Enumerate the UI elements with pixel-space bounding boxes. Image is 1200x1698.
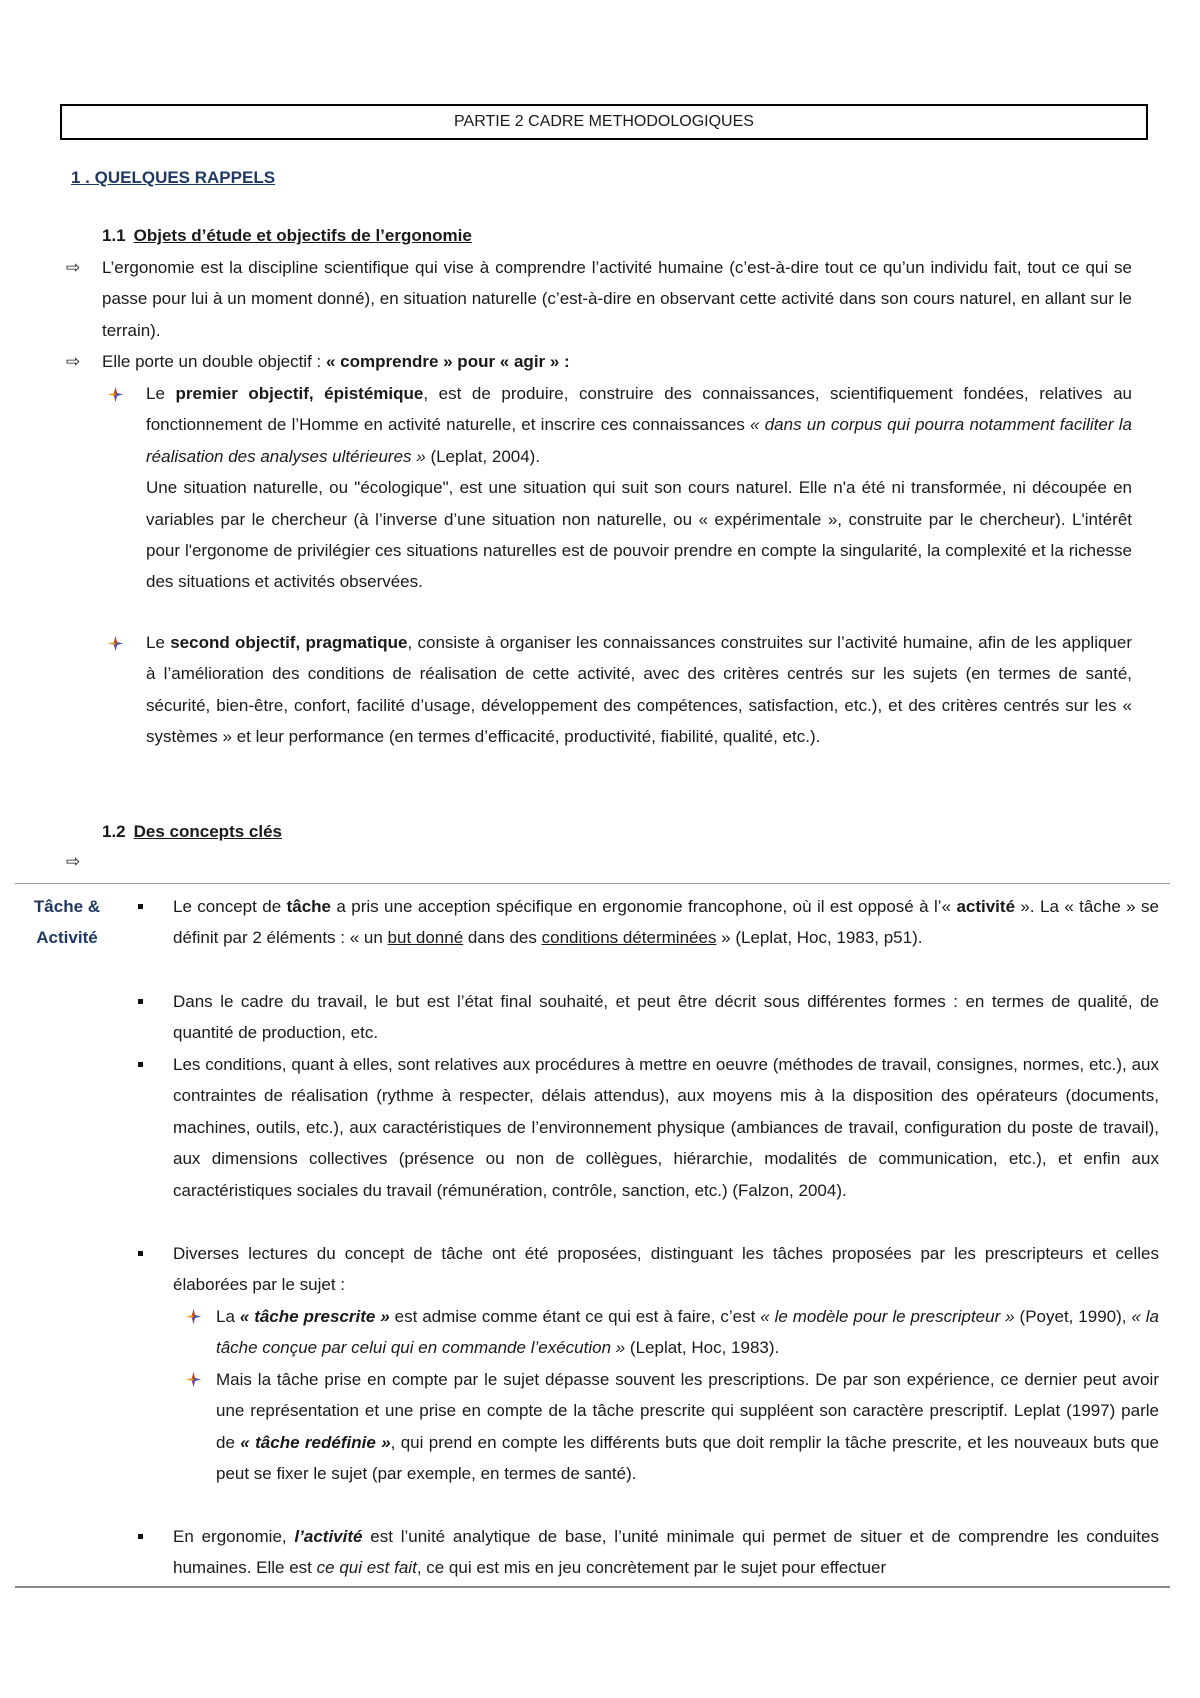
text-run: est admise comme étant ce qui est à faire, c’est <box>389 1307 761 1326</box>
text-run-bold-italic: « tâche redéfinie » <box>240 1432 391 1452</box>
page-title: PARTIE 2 CADRE METHODOLOGIQUES <box>60 104 1148 140</box>
text-run: dans des <box>463 928 542 948</box>
paragraph-double-objectif <box>102 346 1132 377</box>
text-run: , est de produire, construire des connaissances, scientifiquement fondées, relatives au fonctionnement de l’Homme en activité naturelle, et inscrire ces connaissances <box>146 384 1132 435</box>
diamond-bullet-icon <box>108 636 123 651</box>
text-run: est l’unité analytique de base, l’unité minimale qui permet de situer et de comprendre les conduites humaines. Elle est <box>173 1527 1159 1578</box>
diamond-bullet-icon <box>186 1309 201 1324</box>
arrow-bullet-icon: ⇨ <box>66 352 81 371</box>
table-sub-tache-redefinie <box>216 1364 1159 1490</box>
table-bullet-activite <box>173 1521 1159 1584</box>
section-heading-1-2 <box>102 822 282 842</box>
arrow-bullet-icon: ⇨ <box>66 852 81 871</box>
text-run-bold: second objectif, pragmatique <box>170 633 408 652</box>
text-run-bold-italic: l’activité <box>294 1527 363 1546</box>
text-run-italic: « la tâche conçue par celui qui en commande l’exécution » <box>216 1307 1160 1358</box>
text-run: , qui prend en compte les différents buts que doit remplir la tâche prescrite, et les nouveaux buts que peut se fixer le sujet (par exemple, en termes de santé). <box>216 1432 1160 1484</box>
text-run: (Leplat, Hoc, 1983). <box>625 1338 780 1358</box>
text-run: Le <box>146 633 171 652</box>
text-run: En ergonomie, <box>173 1527 295 1546</box>
text-run-bold: tâche <box>286 897 331 916</box>
text-run: Mais la tâche prise en compte par le sujet dépasse souvent les prescriptions. De par son expérience, ce dernier peut avoir une représentation et une prise en compte de la tâche prescrite qui suppléent son caractère prescriptif. Leplat (1997) parle de <box>216 1370 1159 1452</box>
text-run: » (Leplat, Hoc, 1983, p51). <box>716 928 923 948</box>
paragraph-ergonomie: L’ergonomie est la discipline scientifique qui vise à comprendre l’activité humaine (c’est-à-dire tout ce qu’un individu fait, tout ce qui se passe pour lui à un moment donné), en situation naturelle (c’est-à-dire en observant cette activité dans son cours naturel, en allant sur le terrain). <box>102 258 1132 340</box>
table-bullet-lectures: Diverses lectures du concept de tâche ont été proposées, distinguant les tâches proposées par les prescripteurs et celles élaborées par le sujet : <box>173 1244 1159 1295</box>
arrow-bullet-icon: ⇨ <box>66 258 81 277</box>
text-run: , ce qui est mis en jeu concrètement par le sujet pour effectuer <box>416 1558 887 1578</box>
section-heading-1-1 <box>102 226 472 246</box>
row-header-line: Activité <box>36 928 98 947</box>
diamond-bullet-icon <box>108 387 123 402</box>
section-number: 1.1 <box>102 226 126 245</box>
text-run-underline: but donné <box>387 928 464 948</box>
text-run-italic: « dans un corpus qui pourra notamment faciliter la réalisation des analyses ultérieures » <box>146 415 1133 466</box>
section-number: 1.2 <box>102 822 126 841</box>
table-row-header <box>22 891 112 953</box>
text-run-bold: premier objectif, épistémique <box>175 384 424 403</box>
text-run: , consiste à organiser les connaissances construites sur l’activité humaine, afin de les appliquer à l’amélioration des conditions de réalisation de cette activité, avec des critères centrés sur les sujets (en termes de santé, sécurité, bien-être, confort, facilité d’usage, développement des compétences, satisfaction, etc.), et des critères centrés sur les « systèmes » et leur performance (en termes d’efficacité, productivité, fiabilité, qualité, etc.). <box>146 633 1132 747</box>
text-run: Le concept de <box>173 897 287 916</box>
square-bullet-icon <box>138 1251 143 1256</box>
square-bullet-icon <box>138 999 143 1004</box>
objectif-2-paragraph <box>146 627 1132 753</box>
objectif-1-paragraph <box>146 378 1132 598</box>
section-title: Des concepts clés <box>133 822 282 841</box>
text-run-italic: « le modèle pour le prescripteur » <box>760 1307 1015 1326</box>
diamond-bullet-icon <box>186 1372 201 1387</box>
row-header-line: Tâche & <box>33 897 101 916</box>
text-run-bold: « comprendre » pour « agir » : <box>325 352 570 371</box>
text-run: (Poyet, 1990), <box>1014 1307 1132 1326</box>
text-run: La <box>216 1307 240 1326</box>
square-bullet-icon <box>138 904 143 909</box>
text-run-bold-italic: « tâche prescrite » <box>239 1307 390 1326</box>
section-heading-1: 1 . QUELQUES RAPPELS <box>71 168 276 187</box>
text-run: Le <box>146 384 176 403</box>
text-run-bold: activité <box>956 897 1016 916</box>
table-bottom-border <box>15 1586 1170 1588</box>
section-title: Objets d’étude et objectifs de l’ergonomie <box>133 226 472 245</box>
square-bullet-icon <box>138 1534 143 1539</box>
text-run: (Leplat, 2004). <box>425 446 541 466</box>
text-run: a pris une acception spécifique en ergonomie francophone, où il est opposé à l’« <box>331 897 957 916</box>
text-run-underline: conditions déterminées <box>541 928 717 948</box>
text-run: Elle porte un double objectif : <box>102 352 326 371</box>
table-bullet-conditions: Les conditions, quant à elles, sont relatives aux procédures à mettre en oeuvre (méthodes de travail, consignes, normes, etc.), aux contraintes de réalisation (rythme à respecter, délais attendus), aux moyens mis à la disposition des opérateurs (documents, machines, outils, etc.), aux caractéristiques de l’environnement physique (ambiances de travail, configuration du poste de travail), aux dimensions collectives (présence ou non de collègues, hiérarchie, modalités de communication, etc.), et enfin aux caractéristiques sociales du travail (rémunération, contrôle, sanction, etc.) (Falzon, 2004). <box>173 1055 1159 1200</box>
text-run: ». La « tâche » se définit par 2 éléments : « un <box>173 897 1159 948</box>
text-run: Une situation naturelle, ou "écologique", est une situation qui suit son cours naturel. Elle n'a été ni transformée, ni découpée en variables par le chercheur (à l’inverse d’une situation non naturelle, ou « expérimentale », construite par le chercheur). L'intérêt pour l'ergonome de privilégier ces situations naturelles est de pouvoir prendre en compte la singularité, la complexité et la richesse des situations et activités observées. <box>146 478 1132 592</box>
table-sub-tache-prescrite <box>216 1301 1159 1364</box>
table-top-border <box>15 883 1170 884</box>
table-bullet-but: Dans le cadre du travail, le but est l’état final souhaité, et peut être décrit sous différentes formes : en termes de qualité, de quantité de production, etc. <box>173 992 1159 1043</box>
square-bullet-icon <box>138 1062 143 1067</box>
table-bullet-tache <box>173 891 1159 954</box>
text-run-italic: ce qui est fait <box>316 1558 417 1578</box>
